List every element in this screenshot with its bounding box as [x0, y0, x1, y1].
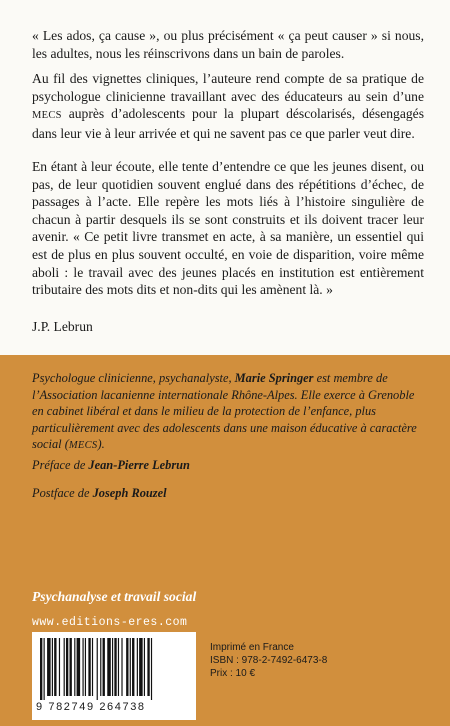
barcode-bar	[144, 638, 145, 696]
author-name: Marie Springer	[234, 371, 314, 385]
barcode-bar	[52, 638, 53, 696]
postface-credit	[32, 486, 167, 501]
barcode-bar	[70, 638, 72, 696]
barcode-bar	[100, 638, 101, 696]
barcode-bar	[139, 638, 143, 696]
isbn: ISBN : 978-2-7492-6473-8	[210, 655, 328, 666]
quote-section	[0, 0, 450, 355]
barcode-bar	[88, 638, 90, 696]
barcode-bar	[82, 638, 83, 696]
barcode-bar	[97, 638, 98, 700]
barcode-bar	[112, 638, 113, 696]
preface-credit	[32, 458, 190, 473]
quote-signature: J.P. Lebrun	[32, 319, 93, 334]
barcode-bar	[147, 638, 149, 696]
barcode-bar	[118, 638, 119, 696]
barcode-bar	[64, 638, 65, 696]
author-section	[0, 355, 450, 726]
bio-abbr: MECS	[68, 440, 98, 451]
barcode-bar	[92, 638, 93, 696]
quote-p2-abbr: MECS	[32, 110, 62, 122]
barcode-bar	[126, 638, 128, 696]
barcode-number: 9 782749 264738	[36, 701, 146, 713]
postface-label: Postface de	[32, 486, 93, 500]
quote-paragraph-3: En étant à leur écoute, elle tente d’entendre ce que les jeunes disent, ou pas, de leur quotidien souvent englué dans des répétitions d’échec, de passages à l’acte. Elle repère les mots liés à l’histoire singulière de chacun à partir desquels ils se sont construits et ils doivent tracer leur avenir. « Ce petit livre transmet en acte, à sa manière, un essentiel qui est de plus en plus souvent occulté, en voie de disparition, voire même aboli : le travail avec des jeunes placés en institution est entièrement tributaire des mots dits et non-dits qui les amènent là. »	[32, 159, 424, 298]
author-bio	[32, 370, 424, 455]
barcode-bar	[74, 638, 75, 696]
bio-middle: est membre de l’Association lacanienne internationale Rhône-Alpes. Elle exerce à Grenoble en cabinet libéral et dans le milieu de la protection de l’enfance, plus particulièrement avec des adolescents dans une maison éducative à caractère social (	[32, 371, 417, 451]
preface-label: Préface de	[32, 458, 89, 472]
bio-start: Psychologue clinicienne, psychanalyste,	[32, 371, 235, 385]
quote-paragraph-1: « Les ados, ça cause », ou plus précisément « ça peut causer » si nous, les adultes, nous les réinscrivons dans un bain de paroles.	[32, 28, 424, 61]
barcode-bar	[54, 638, 56, 696]
barcode-bar	[103, 638, 105, 696]
barcode-bar	[107, 638, 111, 696]
quote-p2-end: auprès d’adolescents pour la plupart déscolarisés, désengagés dans leur vie à leur arrivée et qui ne savent pas ce que parler veut dire.	[32, 106, 424, 141]
barcode-bar	[85, 638, 86, 696]
publisher-website: www.editions-eres.com	[32, 616, 188, 629]
barcode-bar	[132, 638, 134, 696]
bio-end: ).	[97, 437, 105, 451]
barcode-bar	[77, 638, 81, 696]
preface-name: Jean-Pierre Lebrun	[88, 458, 190, 472]
barcode-bar	[47, 638, 51, 696]
barcode-bar	[130, 638, 131, 696]
barcode-bar	[66, 638, 68, 696]
printed-in: Imprimé en France	[210, 642, 294, 653]
barcode-bar	[44, 638, 45, 700]
quote-p2-start: Au fil des vignettes cliniques, l’auteure rend compte de sa pratique de psychologue clinicienne travaillant avec des éducateurs au sein d’une	[32, 71, 424, 104]
barcode-bar	[59, 638, 60, 696]
barcode	[32, 632, 196, 720]
series-title: Psychanalyse et travail social	[32, 589, 197, 604]
postface-name: Joseph Rouzel	[92, 486, 167, 500]
barcode-bar	[40, 638, 42, 700]
print-info	[210, 641, 327, 680]
barcode-bars	[38, 638, 190, 700]
barcode-bar	[151, 638, 152, 700]
barcode-bar	[121, 638, 122, 696]
barcode-bar	[114, 638, 116, 696]
price: Prix : 10 €	[210, 668, 256, 679]
barcode-bar	[137, 638, 138, 696]
quote-paragraph-2	[32, 70, 424, 142]
